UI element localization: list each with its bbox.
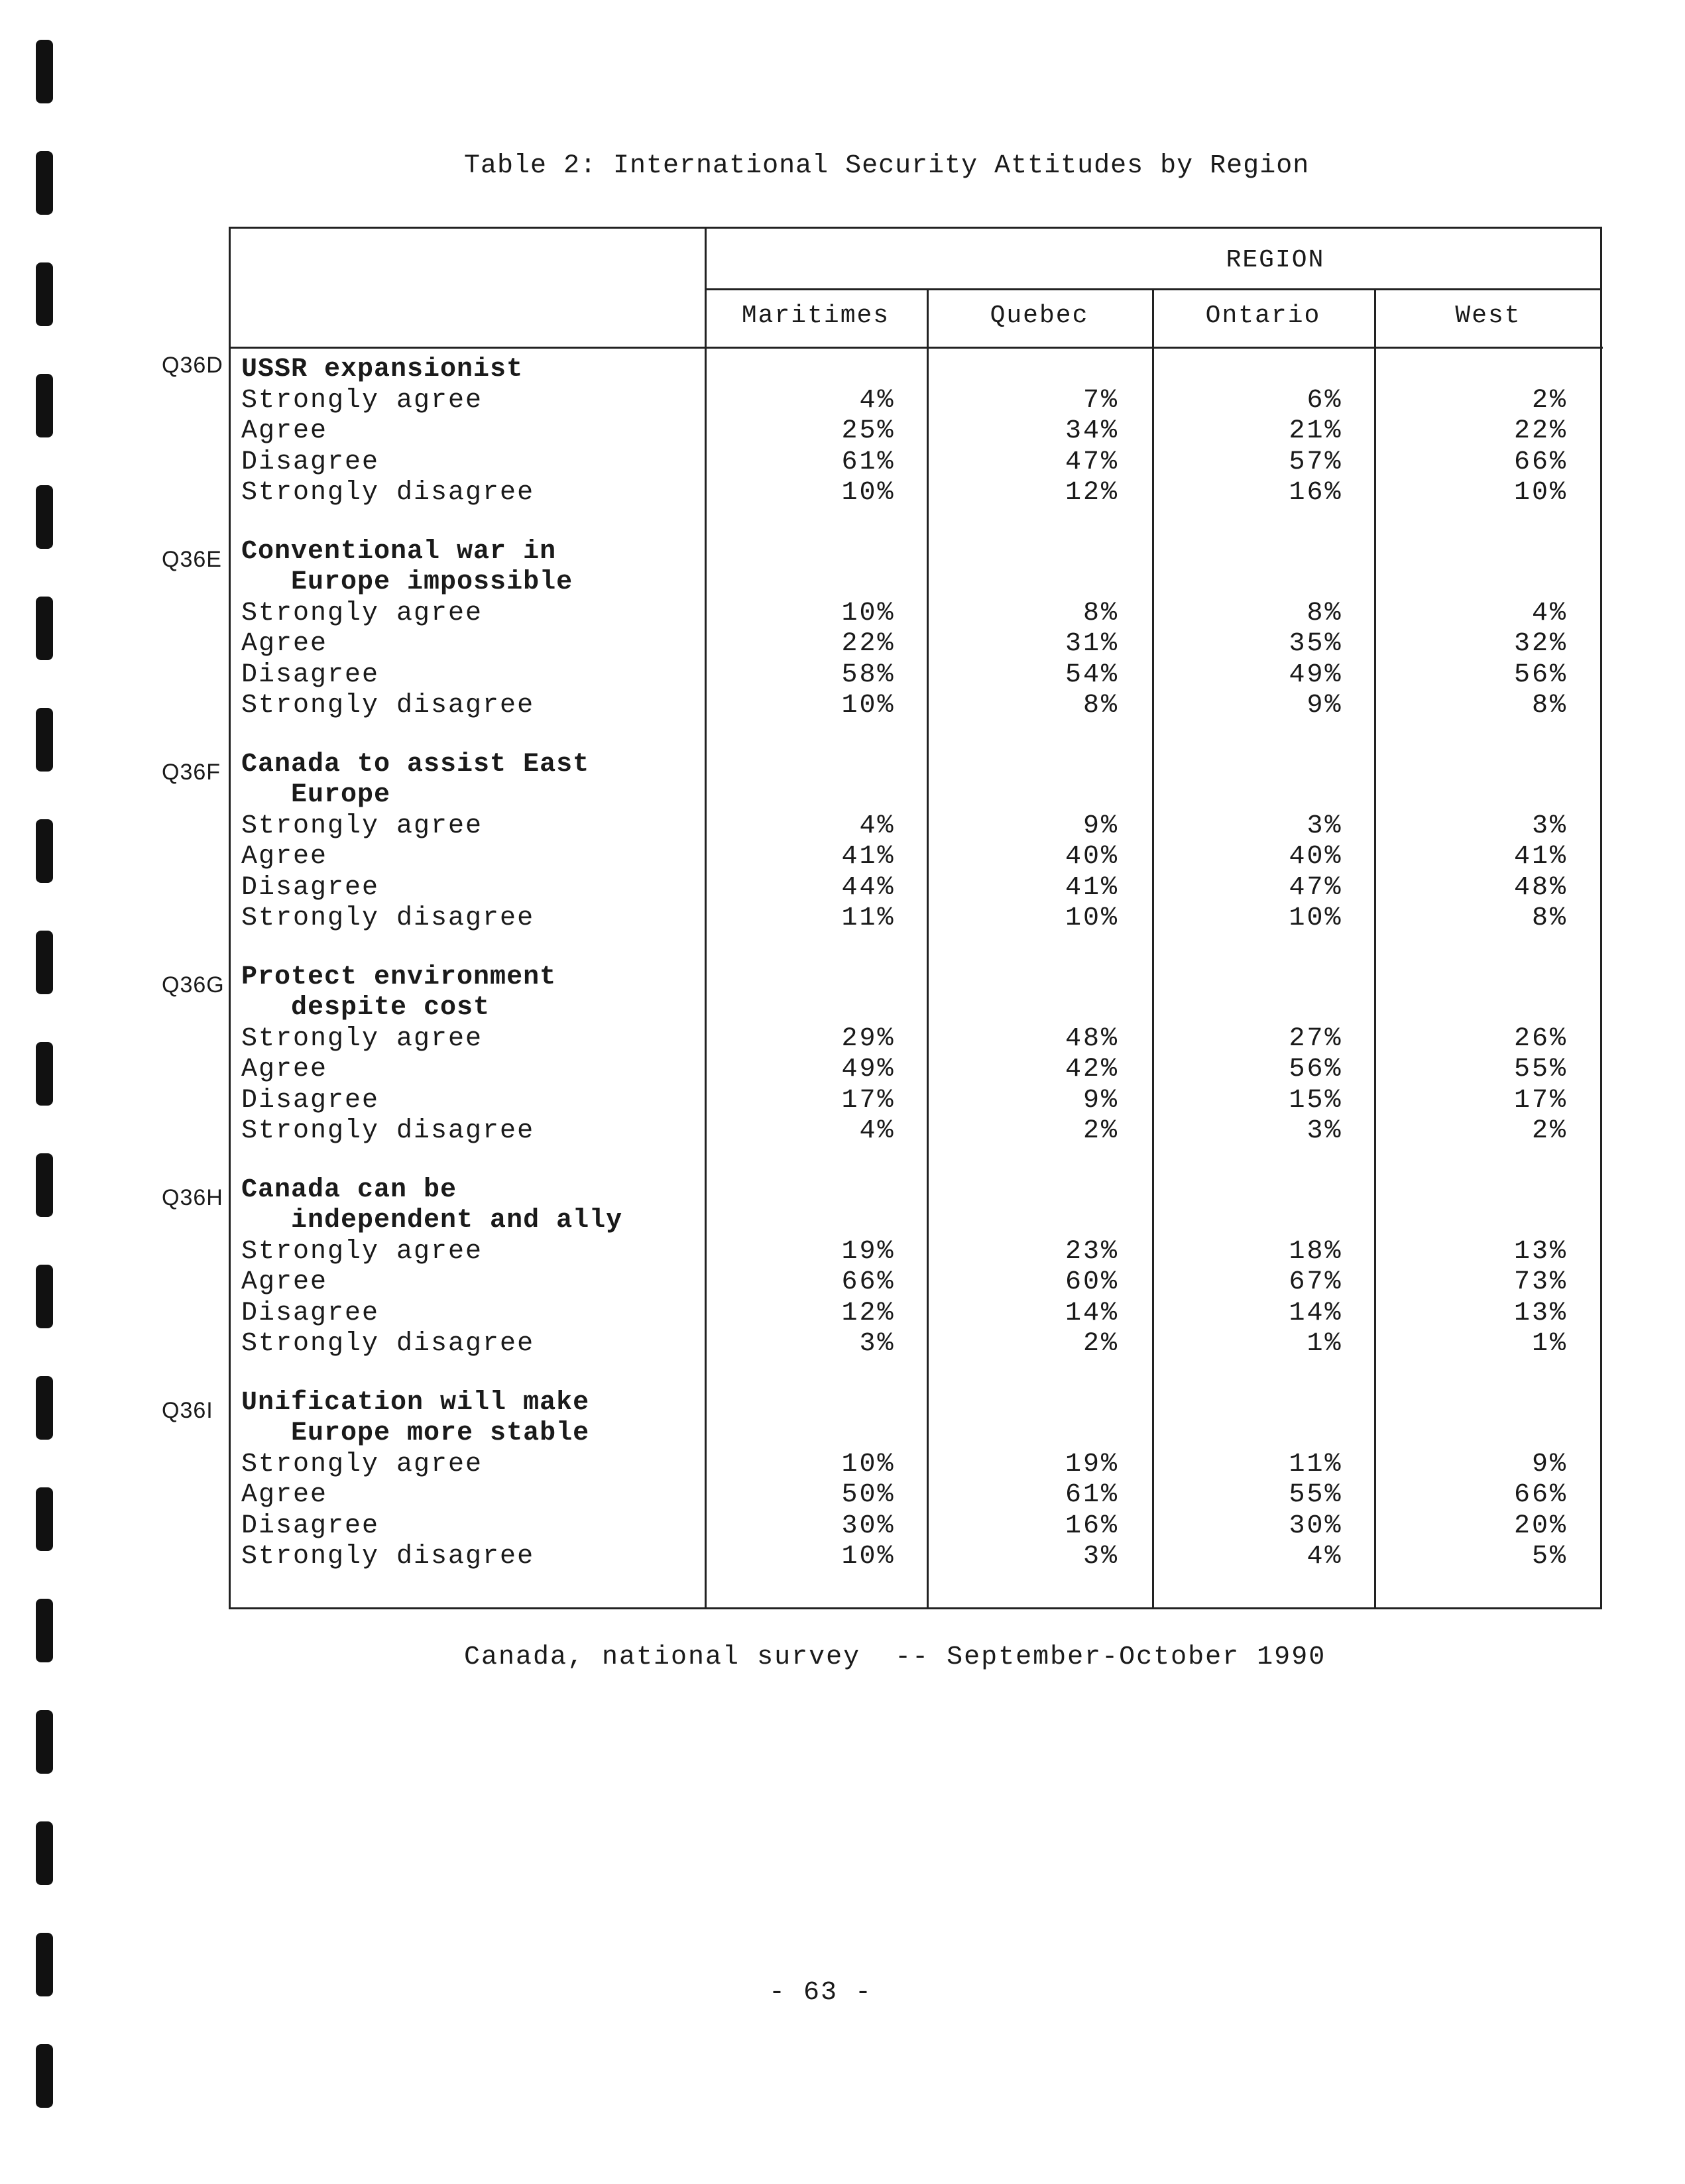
cell-value: 9% [1082,811,1119,841]
question-code: Q36G [162,972,225,998]
binding-holes [36,40,56,2148]
question-statement: USSR expansionist [241,355,524,384]
cell-value: 17% [1513,1085,1568,1116]
cell-value: 14% [1065,1298,1119,1328]
region-header: REGION [1226,246,1325,274]
cell-value: 13% [1513,1236,1568,1267]
cell-value: 42% [1065,1055,1119,1084]
binding-hole-mark [36,931,53,994]
cell-value: 22% [1513,416,1568,446]
cell-value: 34% [1065,416,1119,446]
response-label: Strongly agree [241,1023,483,1054]
cell-value: 18% [1289,1236,1343,1267]
table-divider [231,347,1603,349]
cell-value: 17% [841,1085,896,1116]
data-table [229,227,1602,1609]
cell-value: 4% [1307,1542,1343,1572]
cell-value: 61% [1065,1480,1119,1510]
cell-value: 4% [1531,598,1568,628]
response-label: Strongly disagree [241,903,535,933]
binding-hole-mark [36,1599,53,1662]
cell-value: 49% [1289,660,1343,690]
response-label: Strongly agree [241,385,483,416]
cell-value: 12% [841,1298,896,1328]
table-divider [1374,288,1376,1607]
cell-value: 3% [1082,1542,1119,1572]
cell-value: 10% [1065,903,1119,933]
cell-value: 3% [1307,1116,1343,1146]
cell-value: 10% [841,598,896,628]
response-label: Agree [241,416,328,446]
binding-hole-mark [36,40,53,103]
cell-value: 67% [1289,1267,1343,1297]
cell-value: 3% [1531,811,1568,841]
cell-value: 2% [1082,1329,1119,1359]
binding-hole-mark [36,1376,53,1440]
column-header-ontario: Ontario [1205,302,1321,330]
cell-value: 20% [1513,1511,1568,1541]
cell-value: 40% [1289,842,1343,872]
response-label: Strongly disagree [241,478,535,508]
question-statement: Europe [241,780,391,810]
response-label: Disagree [241,872,380,903]
cell-value: 48% [1513,872,1568,903]
question-code: Q36I [162,1397,213,1423]
cell-value: 11% [841,903,896,933]
cell-value: 10% [841,1449,896,1479]
question-statement: Protect environment [241,962,557,992]
cell-value: 55% [1289,1480,1343,1510]
binding-hole-mark [36,374,53,437]
cell-value: 10% [1513,478,1568,508]
cell-value: 15% [1289,1085,1343,1116]
cell-value: 10% [841,478,896,508]
cell-value: 3% [859,1329,896,1359]
response-label: Agree [241,1267,328,1297]
cell-value: 26% [1513,1023,1568,1054]
response-label: Disagree [241,1298,380,1328]
cell-value: 47% [1289,872,1343,903]
table-caption: Canada, national survey -- September-October 1990 [464,1642,1326,1672]
cell-value: 55% [1513,1055,1568,1084]
column-header-west: West [1455,302,1521,330]
cell-value: 73% [1513,1267,1568,1297]
cell-value: 60% [1065,1267,1119,1297]
cell-value: 4% [859,1116,896,1146]
cell-value: 4% [859,811,896,841]
table-divider [1152,288,1154,1607]
cell-value: 31% [1065,629,1119,659]
table-divider [927,288,929,1607]
cell-value: 25% [841,416,896,446]
binding-hole-mark [36,819,53,883]
response-label: Strongly disagree [241,691,535,720]
binding-hole-mark [36,1042,53,1106]
cell-value: 8% [1531,691,1568,720]
column-header-quebec: Quebec [990,302,1089,330]
cell-value: 22% [841,629,896,659]
cell-value: 6% [1307,385,1343,416]
response-label: Agree [241,842,328,872]
cell-value: 8% [1307,598,1343,628]
cell-value: 66% [1513,447,1568,477]
cell-value: 50% [841,1480,896,1510]
binding-hole-mark [36,708,53,772]
question-statement: Conventional war in [241,536,557,567]
cell-value: 66% [841,1267,896,1297]
question-statement: Europe impossible [241,567,573,597]
cell-value: 5% [1531,1542,1568,1572]
question-statement: Europe more stable [241,1418,590,1448]
cell-value: 61% [841,447,896,477]
cell-value: 56% [1513,660,1568,690]
cell-value: 12% [1065,478,1119,508]
cell-value: 48% [1065,1023,1119,1054]
cell-value: 23% [1065,1236,1119,1267]
response-label: Disagree [241,1511,380,1541]
cell-value: 40% [1065,842,1119,872]
question-code: Q36F [162,759,221,785]
response-label: Disagree [241,660,380,690]
response-label: Strongly agree [241,598,483,628]
cell-value: 19% [841,1236,896,1267]
cell-value: 56% [1289,1055,1343,1084]
question-statement: Unification will make [241,1387,590,1418]
binding-hole-mark [36,1265,53,1328]
question-statement: Canada can be [241,1175,457,1205]
cell-value: 41% [1065,872,1119,903]
binding-hole-mark [36,262,53,326]
binding-hole-mark [36,2044,53,2108]
question-code: Q36D [162,353,223,378]
page-number: - 63 - [769,1978,873,2008]
cell-value: 8% [1082,691,1119,720]
cell-value: 2% [1082,1116,1119,1146]
cell-value: 9% [1307,691,1343,720]
cell-value: 30% [1289,1511,1343,1541]
binding-hole-mark [36,485,53,549]
cell-value: 44% [841,872,896,903]
binding-hole-mark [36,1487,53,1551]
response-label: Agree [241,629,328,659]
cell-value: 10% [841,691,896,720]
cell-value: 10% [1289,903,1343,933]
response-label: Agree [241,1055,328,1084]
cell-value: 8% [1531,903,1568,933]
response-label: Strongly agree [241,811,483,841]
response-label: Disagree [241,1085,380,1116]
cell-value: 58% [841,660,896,690]
question-statement: independent and ally [241,1206,623,1236]
response-label: Disagree [241,447,380,477]
cell-value: 35% [1289,629,1343,659]
table-divider [705,288,1602,290]
cell-value: 41% [841,842,896,872]
cell-value: 1% [1531,1329,1568,1359]
binding-hole-mark [36,1710,53,1774]
cell-value: 2% [1531,1116,1568,1146]
table-title: Table 2: International Security Attitudes by Region [464,151,1310,181]
cell-value: 21% [1289,416,1343,446]
cell-value: 57% [1289,447,1343,477]
cell-value: 47% [1065,447,1119,477]
response-label: Strongly disagree [241,1329,535,1359]
binding-hole-mark [36,1933,53,1996]
cell-value: 27% [1289,1023,1343,1054]
question-statement: Canada to assist East [241,749,590,779]
binding-hole-mark [36,1153,53,1217]
question-statement: despite cost [241,993,491,1023]
column-header-maritimes: Maritimes [741,302,890,330]
response-label: Strongly agree [241,1449,483,1479]
cell-value: 2% [1531,385,1568,416]
cell-value: 30% [841,1511,896,1541]
cell-value: 16% [1289,478,1343,508]
cell-value: 29% [841,1023,896,1054]
cell-value: 3% [1307,811,1343,841]
cell-value: 9% [1082,1085,1119,1116]
cell-value: 16% [1065,1511,1119,1541]
cell-value: 11% [1289,1449,1343,1479]
binding-hole-mark [36,151,53,215]
binding-hole-mark [36,597,53,660]
response-label: Strongly agree [241,1236,483,1267]
cell-value: 54% [1065,660,1119,690]
cell-value: 9% [1531,1449,1568,1479]
table-divider [705,229,707,1607]
cell-value: 4% [859,385,896,416]
cell-value: 1% [1307,1329,1343,1359]
cell-value: 41% [1513,842,1568,872]
question-code: Q36E [162,546,222,572]
binding-hole-mark [36,1821,53,1885]
response-label: Strongly disagree [241,1542,535,1572]
response-label: Strongly disagree [241,1116,535,1146]
response-label: Agree [241,1480,328,1510]
cell-value: 7% [1082,385,1119,416]
cell-value: 19% [1065,1449,1119,1479]
cell-value: 8% [1082,598,1119,628]
cell-value: 13% [1513,1298,1568,1328]
cell-value: 49% [841,1055,896,1084]
cell-value: 14% [1289,1298,1343,1328]
cell-value: 32% [1513,629,1568,659]
cell-value: 10% [841,1542,896,1572]
cell-value: 66% [1513,1480,1568,1510]
question-code: Q36H [162,1184,223,1210]
